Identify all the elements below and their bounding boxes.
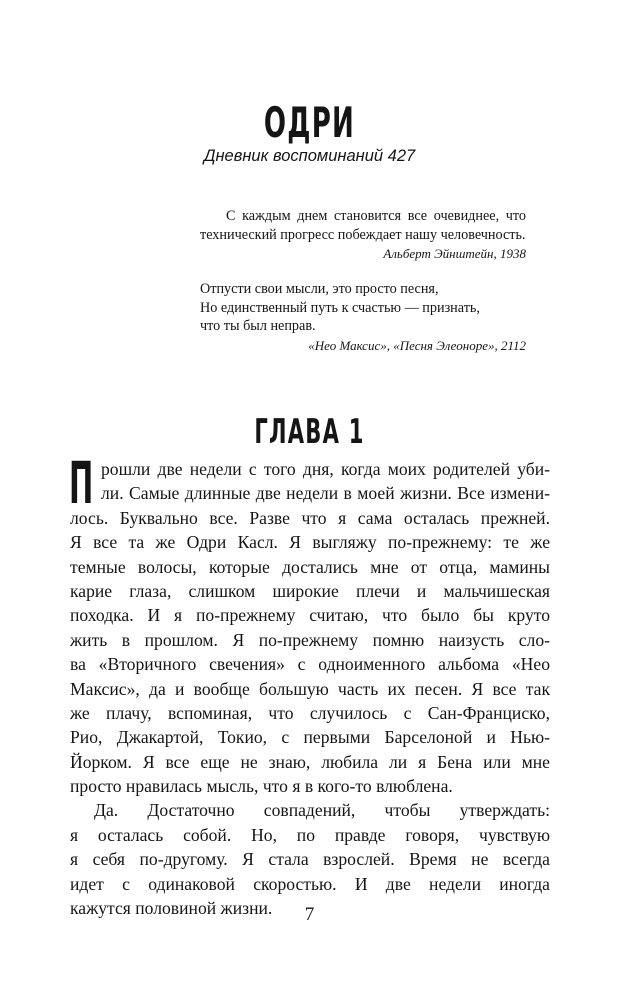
text-line: я осталась собой. Но, по правде говоря, чувствую [70,824,550,845]
page-title: ОДРИ [263,98,356,147]
epigraph-block [200,207,526,356]
text-line: походка. И я по-прежнему считаю, что было бы круто [70,605,550,626]
text-line: лось. Буквально все. Разве что я сама осталась прежней. [70,507,550,528]
drop-cap: П [69,449,94,517]
epigraph-2-source: «Нео Максис», «Песня Элеоноре», 2112 [308,337,526,353]
text-line: рошли две недели с того дня, когда моих родителей уби- [101,459,550,479]
chapter-body [69,449,550,920]
epigraph-2-text: Отпусти свои мысли, это просто песня, Но единственный путь к счастью — признать, что ты был неправ. [200,281,480,334]
text-line: Я все та же Одри Касл. Я выгляжу по-прежнему: те же [70,532,550,553]
text-line: жить в прошлом. Я по-прежнему помню наизусть сло- [70,629,550,650]
text-line: ва «Вторичного свечения» с одноименного альбома «Нео [70,654,550,675]
text-line: Рио, Джакартой, Токио, с первыми Барселоной и Нью- [70,727,550,748]
text-line: темные волосы, которые достались мне от отца, мамины [70,556,550,577]
chapter-heading: ГЛАВА 1 [254,412,365,452]
epigraph-1 [200,207,526,264]
text-line: Йорком. Я все еще не знаю, любила ли я Бена или мне [70,751,550,772]
epigraph-1-source: Альберт Эйнштейн, 1938 [383,246,526,261]
text-line: просто нравилась мысль, что я в кого-то влюблена. [70,776,453,797]
text-line: идет с одинаковой скоростью. И две недели иногда [70,873,550,894]
page-number: 7 [304,904,315,925]
text-line: Да. Достаточно совпадений, чтобы утверждать: [94,800,550,821]
text-line: Максис», да и вообще большую часть их песен. Я все так [70,678,550,699]
text-line: карие глаза, слишком широкие плечи и мальчишеская [70,580,550,601]
text-line: же плачу, вспоминая, что случилось с Сан-Франциско, [70,702,550,723]
page-subtitle: Дневник воспоминаний 427 [203,147,416,165]
epigraph-1-text: С каждым днем становится все очевиднее, что технический прогресс побеждает нашу человечность. [200,208,526,243]
text-line: кажутся половиной жизни. [70,898,273,919]
epigraph-2 [200,280,526,356]
text-line: я себя по-другому. Я стала взрослей. Время не всегда [70,849,550,870]
text-line: ли. Самые длинные две недели в моей жизни. Все измени- [101,483,550,504]
